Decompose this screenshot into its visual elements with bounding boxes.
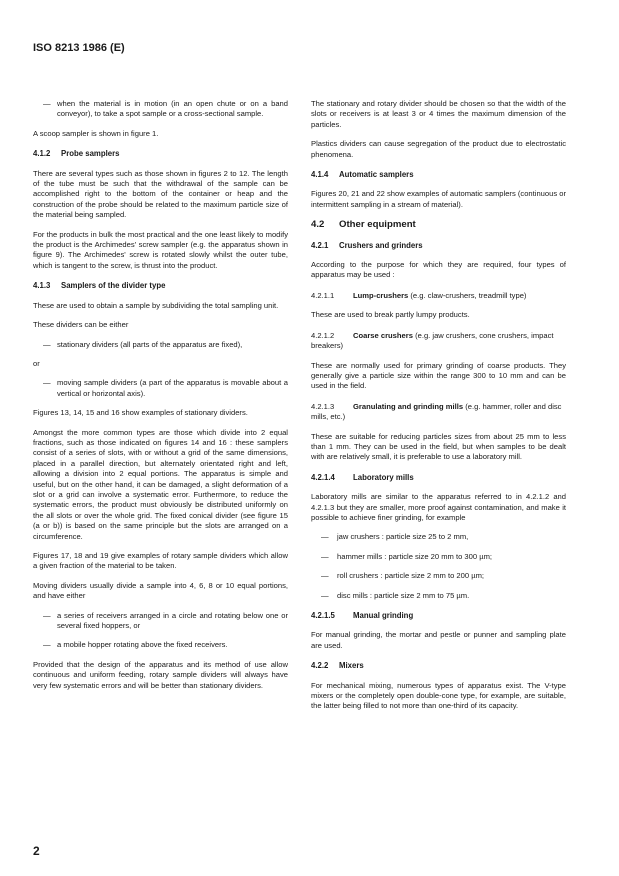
paragraph: A scoop sampler is shown in figure 1.: [33, 128, 159, 138]
paragraph: For manual grinding, the mortar and pestle or punner and sampling plate are used.: [311, 630, 566, 650]
paragraph: Plastics dividers can cause segregation of the product due to electrostatic phenomena.: [311, 139, 566, 159]
list-item: — moving sample dividers (a part of the apparatus is movable about a vertical or horizontal axis).: [43, 378, 288, 398]
list-item: — a series of receivers arranged in a circle and rotating below one or several fixed hoppers, or: [43, 610, 288, 631]
paragraph: These are used to obtain a sample by subdividing the total sampling unit.: [33, 300, 279, 310]
section-heading-4-2-1-2: 4.2.1.2 Coarse crushers (e.g. jaw crushers, cone crushers, impact breakers): [311, 330, 554, 351]
paragraph: Figures 13, 14, 15 and 16 show examples of stationary dividers.: [33, 408, 248, 418]
section-heading-4-2: 4.2 Other equipment: [311, 219, 416, 231]
paragraph: Provided that the design of the apparatus and its method of use allow continuous and uniform feeding, rotary sample dividers will always have very few systematic errors and will be better than stationary dividers.: [33, 659, 288, 690]
document-header: ISO 8213 1986 (E): [33, 42, 125, 54]
section-heading-4-1-3: 4.1.3 Samplers of the divider type: [33, 281, 166, 291]
list-item: — disc mills : particle size 2 mm to 75 µm.: [321, 590, 470, 600]
section-heading-4-2-1-1: 4.2.1.1 Lump-crushers (e.g. claw-crushers, treadmill type): [311, 290, 527, 300]
paragraph: Figures 20, 21 and 22 show examples of automatic samplers (continuous or intermittent sampling in a stream of material).: [311, 189, 566, 209]
section-heading-4-2-1-3: 4.2.1.3 Granulating and grinding mills (e.g. hammer, roller and disc mills, etc.): [311, 401, 562, 422]
paragraph: or: [33, 358, 40, 368]
list-item: — jaw crushers : particle size 25 to 2 mm,: [321, 532, 469, 542]
right-column: [311, 99, 566, 721]
paragraph: These are used to break partly lumpy products.: [311, 310, 470, 320]
list-item: — roll crushers : particle size 2 mm to 200 µm;: [321, 571, 485, 581]
paragraph: Laboratory mills are similar to the apparatus referred to in 4.2.1.2 and 4.2.1.3 but they are smaller, more proof against contamination, and make it possible to achieve finer grinding, for example: [311, 492, 566, 522]
section-heading-4-2-2: 4.2.2 Mixers: [311, 661, 364, 671]
paragraph: For the products in bulk the most practical and the one least likely to modify the product is the Archimedes' screw sampler (e.g. the apparatus shown in figure 9). The Archimedes' screw is rotated slowly whilst the outer tube, which is tangent to the screw, is thrust into the product.: [33, 229, 288, 270]
paragraph: The stationary and rotary divider should be chosen so that the width of the slots or receivers is at least 3 or 4 times the maximum dimension of the particles.: [311, 99, 566, 129]
paragraph: These are normally used for primary grinding of coarse products. They generally give a particle size within the range 300 to 10 mm and can be used in the field.: [311, 360, 566, 391]
paragraph: There are several types such as those shown in figures 2 to 12. The length of the tube must be such that the withdrawal of the sample can be accomplished right to the bottom of the container or heap and the construction of the probe should be related to the maximum particle size of the material being sampled.: [33, 168, 288, 220]
list-item: — stationary dividers (all parts of the apparatus are fixed),: [43, 339, 243, 349]
left-column: [33, 99, 288, 700]
paragraph: These dividers can be either: [33, 320, 129, 330]
section-heading-4-1-4: 4.1.4 Automatic samplers: [311, 170, 414, 180]
paragraph: Amongst the more common types are those which divide into 2 equal fractions, such as those indicated on figures 14 and 16 : these samplers consist of a series of slots, with or without a grid of the same dimensions, placed in a parallel direction, but alternately orientated right and left, allowing a division into 2 equal portions. The apparatus is simple and useful, but on the other hand, it can be damaged, a slight deformation of a slot or a grid can involve a systematic error. Furthermore, to reduce the systematic errors, the product must obviously be distributed uniformly on the all slots or over the whole grid. The fixed conical divider (see figure 15 (a or b)) is based on the same principle but the slots are arranged on a circumference.: [33, 427, 288, 541]
section-heading-4-2-1-5: 4.2.1.5 Manual grinding: [311, 611, 414, 620]
list-item: — when the material is in motion (in an open chute or on a band conveyor), to take a spot sample or a cross-sectional sample.: [43, 99, 288, 119]
section-heading-4-1-2: 4.1.2 Probe samplers: [33, 149, 120, 159]
paragraph: These are suitable for reducing particles sizes from about 25 mm to less than 1 mm. They can be used in the field, but when samples to be dealt with are relatively small, it is preferable to use a laboratory mill.: [311, 431, 566, 462]
paragraph: Figures 17, 18 and 19 give examples of rotary sample dividers which allow a given fraction of the material to be taken.: [33, 551, 288, 571]
list-item: — hammer mills : particle size 20 mm to 300 µm;: [321, 551, 493, 561]
paragraph: Moving dividers usually divide a sample into 4, 6, 8 or 10 equal portions, and have either: [33, 580, 288, 601]
list-item: — a mobile hopper rotating above the fixed receivers.: [43, 640, 228, 650]
paragraph: According to the purpose for which they are required, four types of apparatus may be used :: [311, 260, 566, 280]
paragraph: For mechanical mixing, numerous types of apparatus exist. The V-type mixers or the completely open double-cone type, for example, are suitable, the latter being filled to not more than one-third of its capacity.: [311, 680, 566, 711]
page-number: 2: [33, 844, 40, 858]
section-heading-4-2-1: 4.2.1 Crushers and grinders: [311, 240, 423, 250]
section-heading-4-2-1-4: 4.2.1.4 Laboratory mills: [311, 472, 414, 482]
